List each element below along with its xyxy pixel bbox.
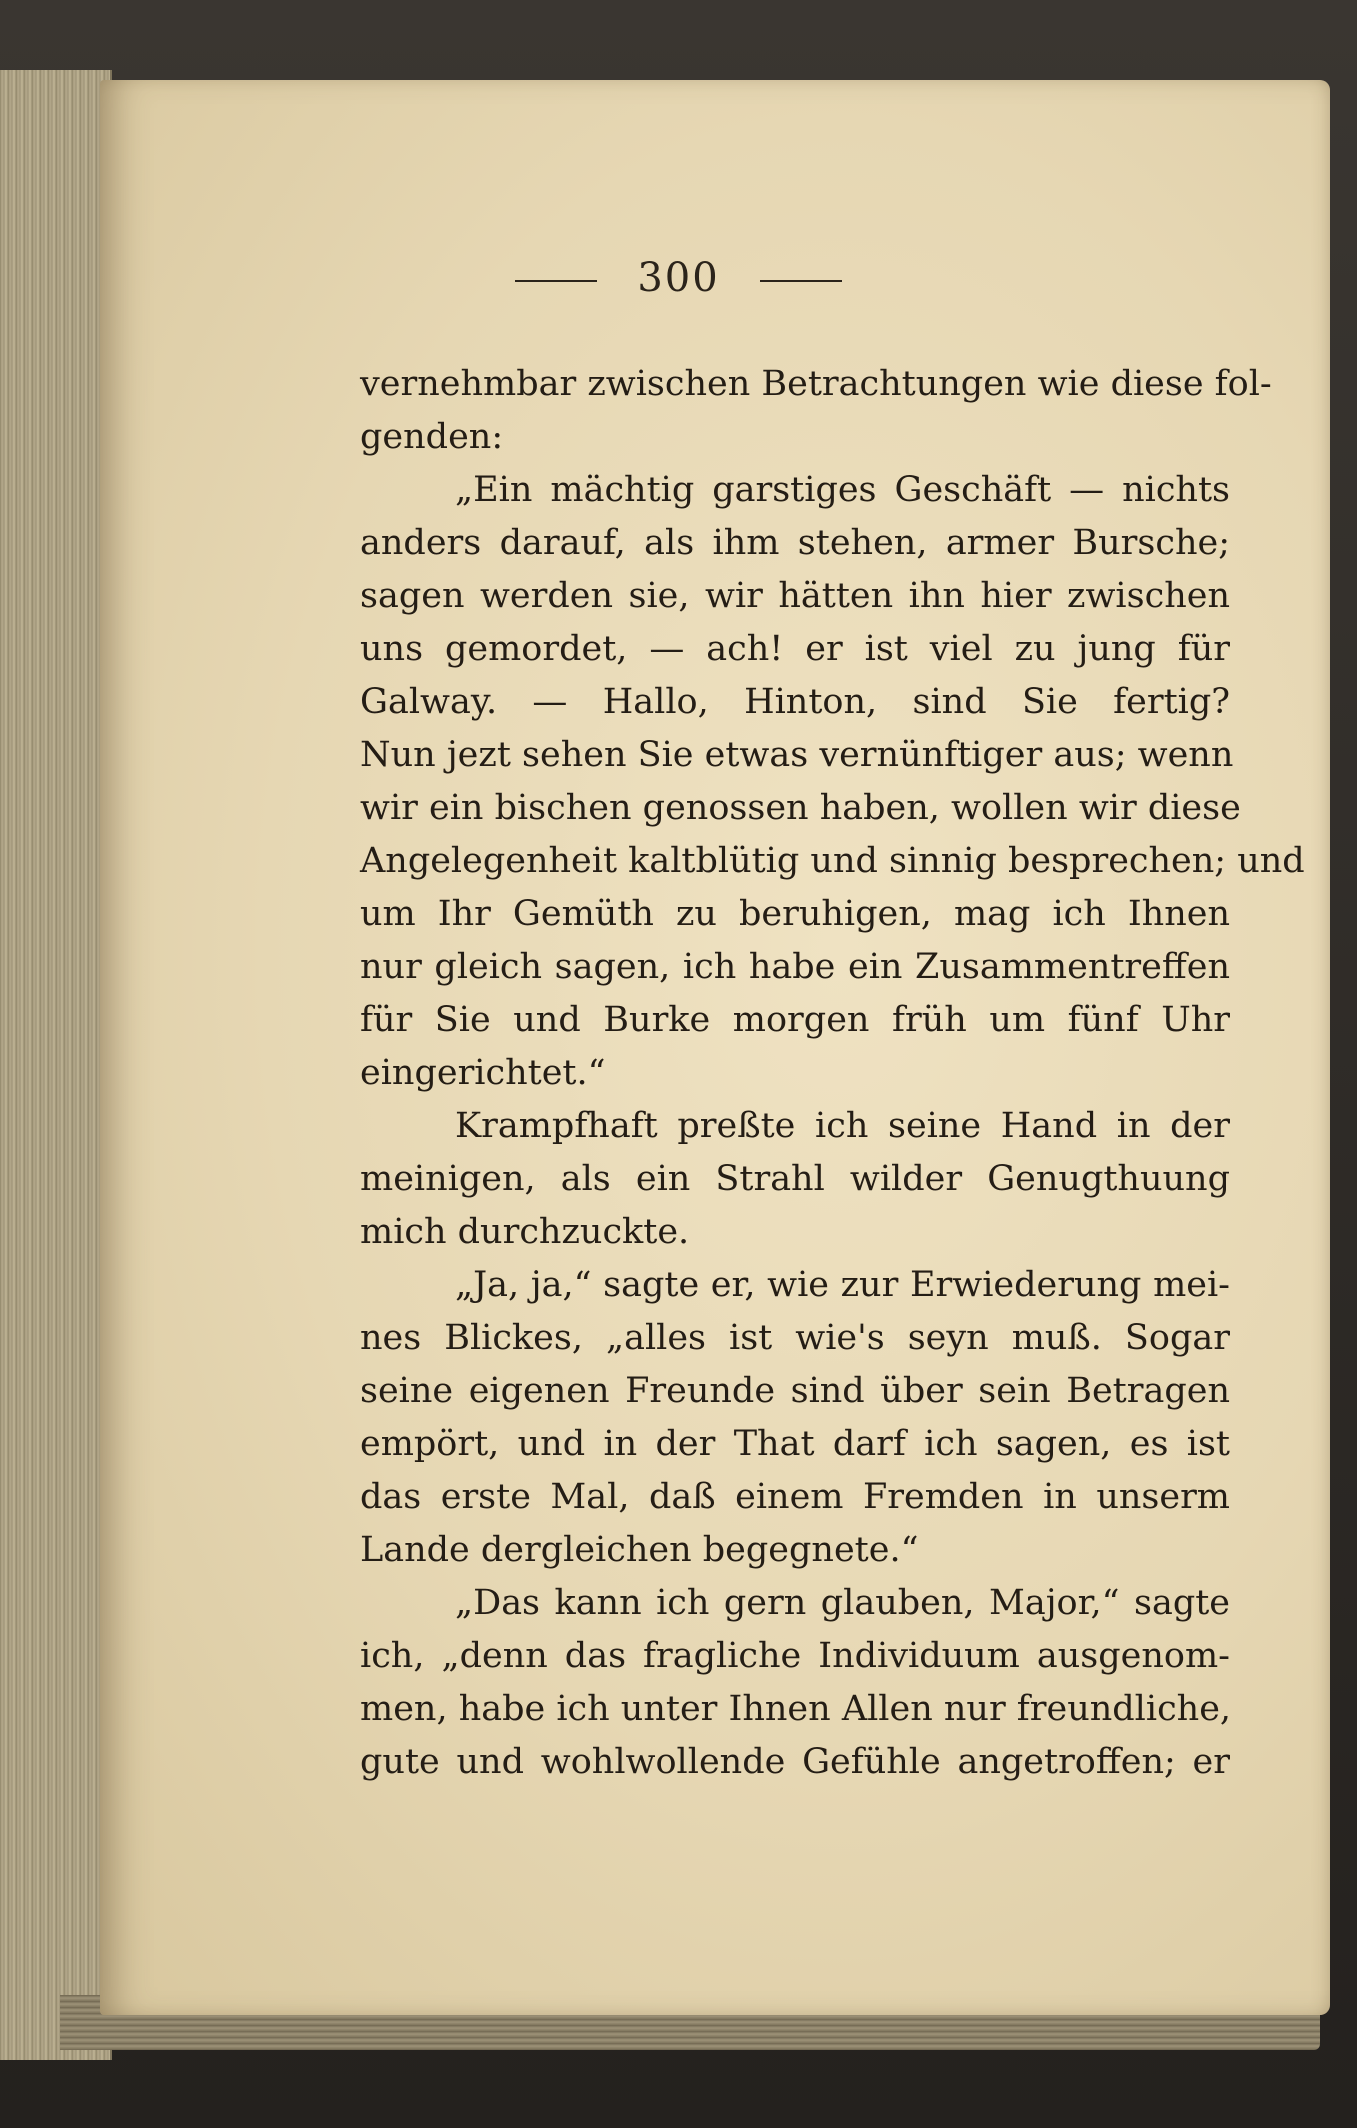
text-line: men, habe ich unter Ihnen Allen nur freundliche,: [360, 1689, 1232, 1729]
text-line: sagen werden sie, wir hätten ihn hier zwischen: [360, 576, 1230, 616]
text-line: wir ein bischen genossen haben, wollen wir diese: [360, 788, 1241, 828]
text-line: ich, „denn das fragliche Individuum ausgenom-: [360, 1636, 1230, 1676]
text-line: Nun jezt sehen Sie etwas vernünftiger aus; wenn: [360, 735, 1234, 775]
text-line: nes Blickes, „alles ist wie's seyn muß. Sogar: [360, 1318, 1230, 1358]
text-line: empört, und in der That darf ich sagen, es ist: [360, 1424, 1230, 1464]
header-rule-right: [760, 280, 842, 282]
text-line: uns gemordet, — ach! er ist viel zu jung für: [360, 629, 1230, 669]
text-line: seine eigenen Freunde sind über sein Betragen: [360, 1371, 1230, 1411]
text-line: „Ja, ja,“ sagte er, wie zur Erwiederung mei-: [455, 1265, 1230, 1305]
text-line: Krampfhaft preßte ich seine Hand in der: [455, 1106, 1230, 1146]
text-line: Lande dergleichen begegnete.“: [360, 1530, 919, 1570]
text-line: eingerichtet.“: [360, 1053, 606, 1093]
text-line: „Ein mächtig garstiges Geschäft — nichts: [455, 470, 1230, 510]
text-line: Galway. — Hallo, Hinton, sind Sie fertig?: [360, 682, 1230, 722]
text-line: vernehmbar zwischen Betrachtungen wie diese fol-: [360, 364, 1272, 404]
text-line: mich durchzuckte.: [360, 1212, 690, 1252]
page-number: 300: [637, 255, 720, 301]
text-line: genden:: [360, 417, 504, 457]
text-line: Angelegenheit kaltblütig und sinnig besprechen; und: [360, 841, 1305, 881]
text-line: um Ihr Gemüth zu beruhigen, mag ich Ihnen: [360, 894, 1230, 934]
text-line: nur gleich sagen, ich habe ein Zusammentreffen: [360, 947, 1230, 987]
page-edges-left: [0, 70, 112, 2060]
text-line: gute und wohlwollende Gefühle angetroffen; er: [360, 1742, 1230, 1782]
text-line: anders darauf, als ihm stehen, armer Bursche;: [360, 523, 1230, 563]
body-text: [360, 358, 1305, 1789]
text-line: „Das kann ich gern glauben, Major,“ sagte: [455, 1583, 1230, 1623]
header-rule-left: [515, 280, 597, 282]
text-line: meinigen, als ein Strahl wilder Genugthuung: [360, 1159, 1230, 1199]
page-header: [0, 255, 1357, 301]
text-line: das erste Mal, daß einem Fremden in unserm: [360, 1477, 1230, 1517]
text-line: für Sie und Burke morgen früh um fünf Uhr: [360, 1000, 1230, 1040]
